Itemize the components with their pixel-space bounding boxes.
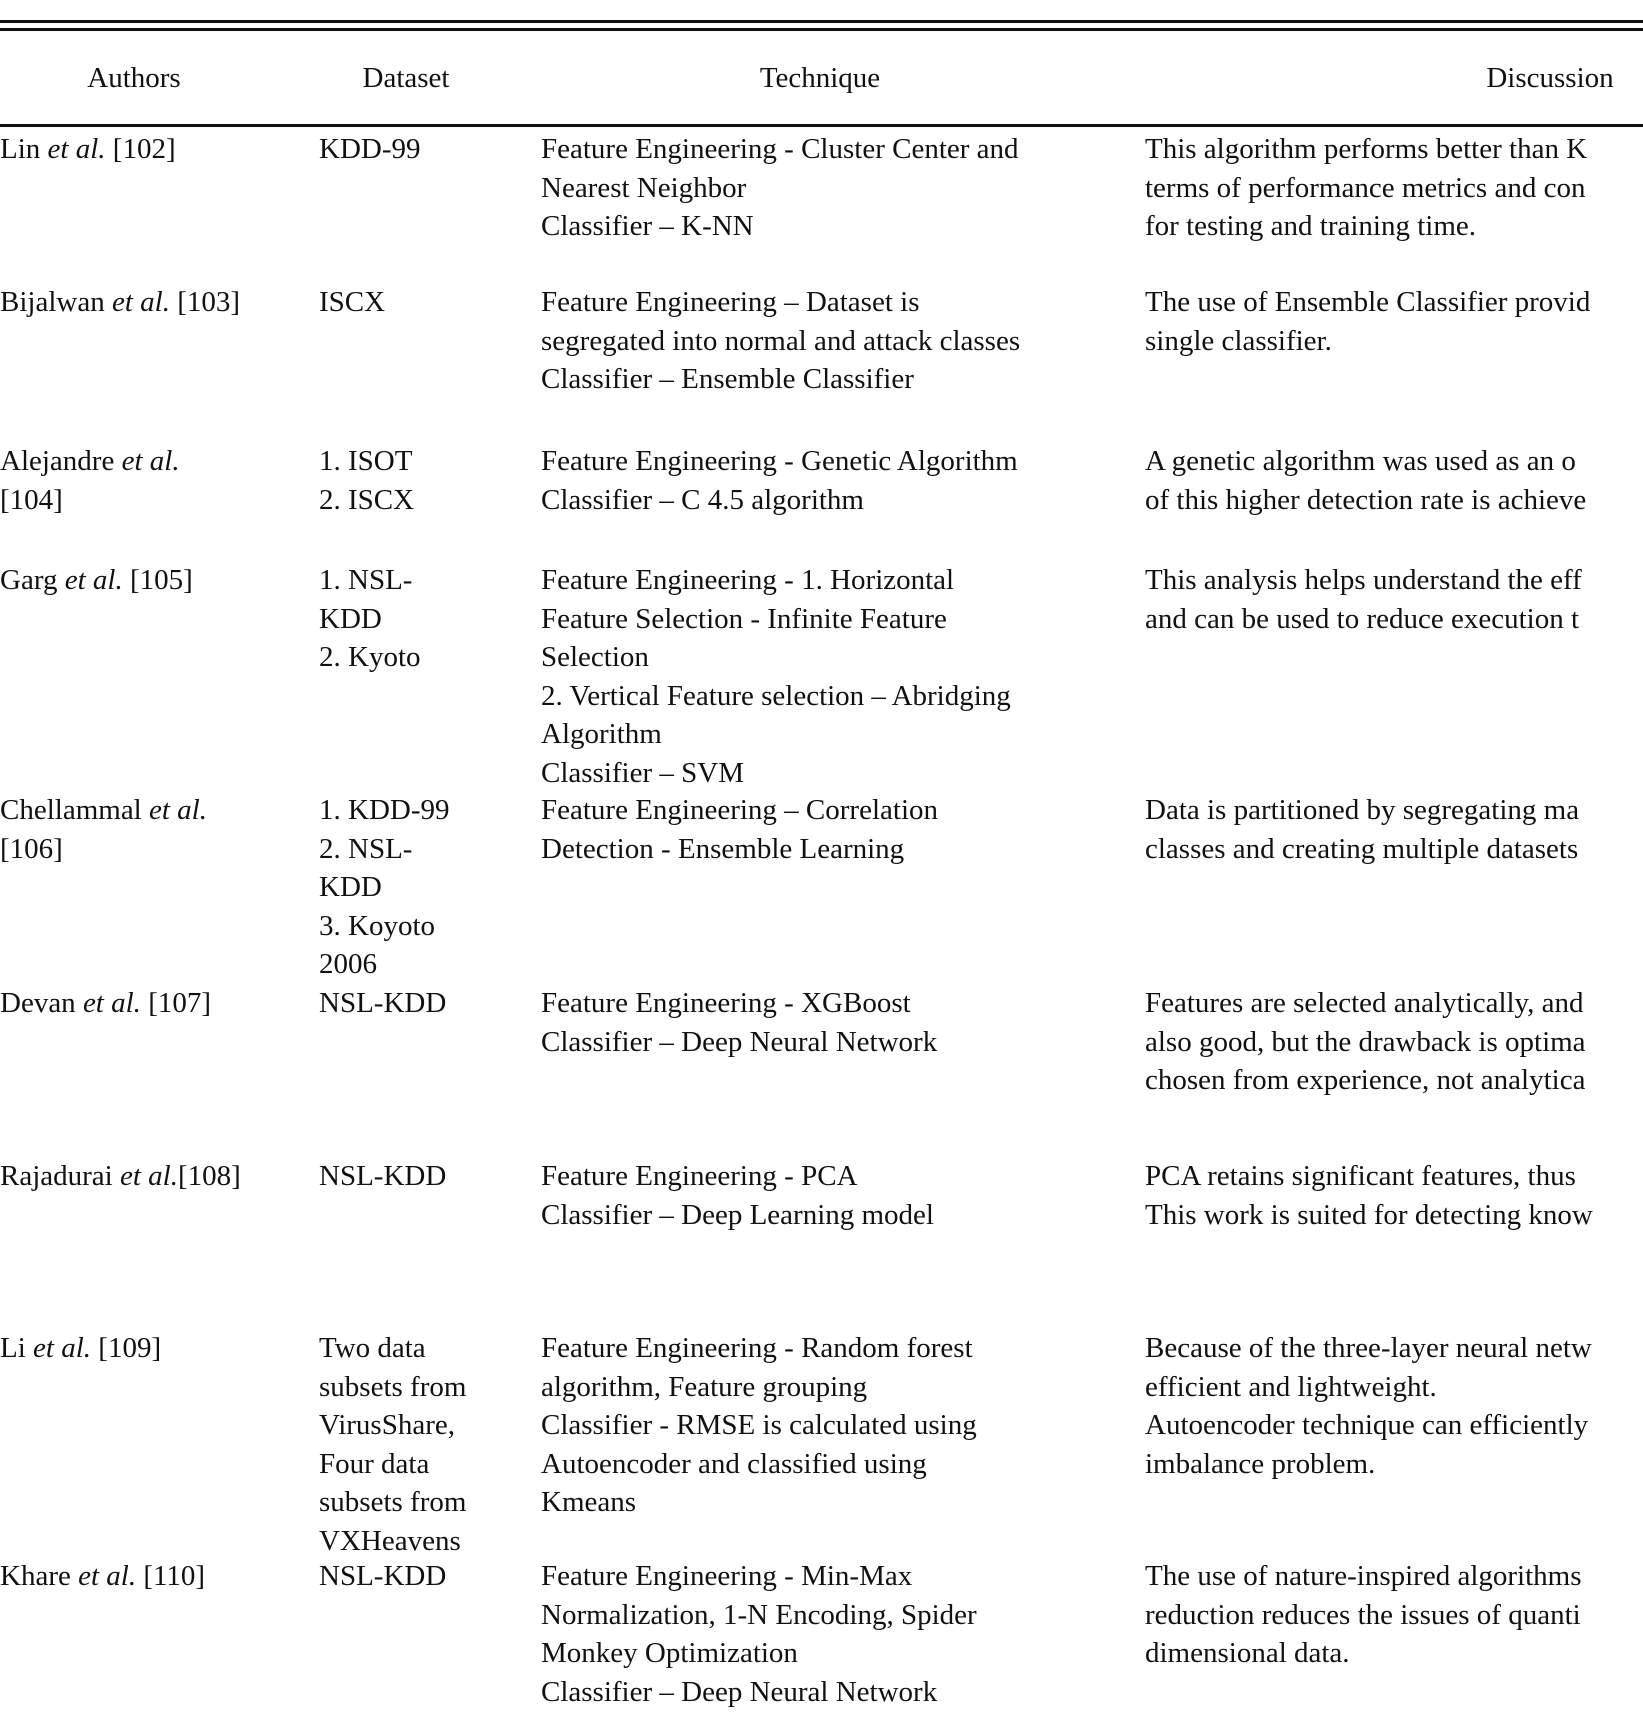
- dataset-line: 2. Kyoto: [319, 641, 421, 673]
- technique-line: Feature Engineering - Min-Max: [541, 1560, 913, 1592]
- dataset-line: KDD: [319, 871, 382, 903]
- dataset-line: Four data: [319, 1447, 430, 1480]
- dataset-cell: [319, 791, 539, 984]
- discussion-line: imbalance problem.: [1145, 1447, 1376, 1480]
- header-rule: [0, 124, 1643, 127]
- discussion-line: single classifier.: [1145, 324, 1332, 357]
- technique-cell: [541, 130, 1131, 246]
- author-ref: [108]: [177, 1160, 241, 1192]
- technique-line: Classifier – Deep Learning model: [541, 1198, 934, 1231]
- technique-line: Feature Engineering - 1. Horizontal: [541, 564, 955, 596]
- author-name: Rajadurai: [0, 1160, 120, 1192]
- authors-line: [0, 1157, 310, 1196]
- dataset-cell: [319, 1329, 539, 1560]
- discussion-cell: [1145, 130, 1643, 246]
- authors-cell: [0, 1329, 310, 1368]
- author-etal: et al.: [121, 445, 180, 477]
- author-name: Chellammal: [0, 794, 149, 826]
- dataset-line: Two data: [319, 1332, 426, 1364]
- discussion-line: Data is partitioned by segregating ma: [1145, 794, 1580, 826]
- discussion-cell: [1145, 791, 1643, 868]
- author-ref-wrapped: [104]: [0, 483, 63, 516]
- discussion-cell: [1145, 283, 1643, 360]
- discussion-cell: [1145, 984, 1643, 1100]
- author-ref: [107]: [140, 987, 212, 1019]
- discussion-cell: [1145, 1329, 1643, 1483]
- dataset-line: 1. NSL-: [319, 564, 413, 596]
- discussion-line: PCA retains significant features, thus: [1145, 1160, 1576, 1192]
- authors-line: [0, 561, 310, 600]
- discussion-cell: [1145, 561, 1643, 638]
- author-ref: [109]: [91, 1332, 162, 1364]
- authors-line: [0, 1557, 310, 1596]
- dataset-line: subsets from: [319, 1486, 467, 1518]
- authors-cell: [0, 791, 310, 868]
- dataset-line: KDD-99: [319, 133, 421, 165]
- authors-cell: [0, 561, 310, 600]
- dataset-cell: [319, 130, 539, 169]
- discussion-line: dimensional data.: [1145, 1637, 1350, 1669]
- discussion-cell: [1145, 442, 1643, 519]
- discussion-line: This analysis helps understand the eff: [1145, 564, 1582, 596]
- technique-line: Autoencoder and classified using: [541, 1447, 927, 1480]
- discussion-line: also good, but the drawback is optima: [1145, 1025, 1586, 1058]
- author-etal: et al.: [47, 133, 106, 165]
- dataset-line: NSL-KDD: [319, 1560, 447, 1592]
- technique-line: algorithm, Feature grouping: [541, 1370, 868, 1403]
- dataset-line: VXHeavens: [319, 1524, 461, 1557]
- technique-line: Feature Engineering - PCA: [541, 1160, 858, 1192]
- author-name: Khare: [0, 1560, 79, 1592]
- author-etal: et al.: [119, 1160, 178, 1192]
- technique-cell: [541, 984, 1131, 1061]
- discussion-line: of this higher detection rate is achieve: [1145, 483, 1587, 516]
- author-name: Li: [0, 1332, 34, 1364]
- technique-cell: [541, 442, 1131, 519]
- author-ref: [105]: [122, 564, 193, 596]
- technique-cell: [541, 561, 1131, 792]
- dataset-line: NSL-KDD: [319, 1160, 447, 1192]
- dataset-cell: [319, 1557, 539, 1596]
- technique-line: Feature Engineering - Cluster Center and: [541, 133, 1019, 165]
- authors-line: [0, 283, 310, 322]
- discussion-line: Features are selected analytically, and: [1145, 987, 1584, 1019]
- dataset-line: 1. KDD-99: [319, 794, 450, 826]
- technique-line: Classifier - RMSE is calculated using: [541, 1409, 977, 1441]
- technique-line: Feature Engineering - Genetic Algorithm: [541, 445, 1018, 477]
- discussion-line: Because of the three-layer neural netw: [1145, 1332, 1592, 1364]
- technique-line: Monkey Optimization: [541, 1637, 798, 1669]
- technique-line: segregated into normal and attack classes: [541, 324, 1021, 357]
- author-etal: et al.: [82, 987, 141, 1019]
- header-dataset: Dataset: [362, 62, 450, 94]
- technique-line: Classifier – Deep Neural Network: [541, 1675, 938, 1708]
- technique-line: Classifier – K-NN: [541, 210, 754, 242]
- discussion-line: terms of performance metrics and con: [1145, 171, 1586, 204]
- technique-line: Feature Engineering - Random forest: [541, 1332, 973, 1364]
- header-authors: Authors: [87, 62, 181, 94]
- authors-cell: [0, 1557, 310, 1596]
- dataset-line: ISCX: [319, 286, 386, 318]
- technique-cell: [541, 1157, 1131, 1234]
- header-technique: Technique: [759, 62, 881, 94]
- technique-cell: [541, 283, 1131, 399]
- authors-cell: [0, 130, 310, 169]
- dataset-cell: [319, 984, 539, 1023]
- authors-line: [0, 791, 310, 830]
- authors-cell: [0, 984, 310, 1023]
- discussion-line: This work is suited for detecting know: [1145, 1198, 1593, 1231]
- technique-cell: [541, 791, 1131, 868]
- dataset-line: 2006: [319, 948, 377, 980]
- discussion-line: chosen from experience, not analytica: [1145, 1064, 1586, 1096]
- authors-line: [0, 984, 310, 1023]
- discussion-line: classes and creating multiple datasets: [1145, 832, 1579, 865]
- technique-line: Feature Engineering - XGBoost: [541, 987, 911, 1019]
- dataset-cell: [319, 561, 539, 677]
- dataset-line: 3. Koyoto: [319, 909, 435, 942]
- technique-line: Selection: [541, 641, 649, 673]
- dataset-cell: [319, 283, 539, 322]
- author-name: Garg: [0, 564, 65, 596]
- technique-line: Normalization, 1-N Encoding, Spider: [541, 1598, 977, 1631]
- discussion-line: reduction reduces the issues of quanti: [1145, 1598, 1581, 1631]
- technique-line: Classifier – SVM: [541, 756, 744, 789]
- technique-line: Detection - Ensemble Learning: [541, 832, 905, 865]
- technique-line: Classifier – Deep Neural Network: [541, 1025, 938, 1058]
- authors-line: [0, 130, 310, 169]
- dataset-line: NSL-KDD: [319, 987, 447, 1019]
- technique-line: Kmeans: [541, 1486, 637, 1518]
- dataset-cell: [319, 1157, 539, 1196]
- author-name: Devan: [0, 987, 83, 1019]
- discussion-line: and can be used to reduce execution t: [1145, 602, 1580, 635]
- discussion-line: for testing and training time.: [1145, 210, 1477, 242]
- technique-line: Nearest Neighbor: [541, 171, 747, 204]
- author-name: Lin: [0, 133, 48, 165]
- author-ref-wrapped: [106]: [0, 832, 63, 865]
- author-etal: et al.: [78, 1560, 137, 1592]
- authors-cell: [0, 442, 310, 519]
- dataset-line: 1. ISOT: [319, 445, 413, 477]
- author-name: Bijalwan: [0, 286, 112, 318]
- dataset-line: VirusShare,: [319, 1409, 455, 1441]
- author-etal: et al.: [64, 564, 123, 596]
- dataset-line: 2. ISCX: [319, 483, 415, 516]
- discussion-cell: [1145, 1557, 1643, 1673]
- dataset-line: 2. NSL-: [319, 832, 413, 865]
- discussion-line: The use of Ensemble Classifier provid: [1145, 286, 1591, 318]
- author-ref: [110]: [136, 1560, 206, 1592]
- technique-line: Classifier – C 4.5 algorithm: [541, 483, 864, 516]
- authors-line: [0, 442, 310, 481]
- discussion-line: Autoencoder technique can efficiently: [1145, 1409, 1589, 1441]
- dataset-line: subsets from: [319, 1370, 467, 1403]
- top-rule: [0, 20, 1643, 23]
- discussion-line: efficient and lightweight.: [1145, 1370, 1437, 1403]
- discussion-line: This algorithm performs better than K: [1145, 133, 1588, 165]
- technique-cell: [541, 1329, 1131, 1522]
- authors-line: [0, 1329, 310, 1368]
- author-ref: [102]: [105, 133, 176, 165]
- technique-line: Feature Engineering – Correlation: [541, 794, 939, 826]
- technique-line: Algorithm: [541, 718, 662, 750]
- author-etal: et al.: [149, 794, 207, 826]
- header-discussion: Discussion: [1486, 62, 1614, 94]
- discussion-line: A genetic algorithm was used as an o: [1145, 445, 1576, 477]
- technique-line: Feature Selection - Infinite Feature: [541, 602, 947, 635]
- authors-cell: [0, 283, 310, 322]
- technique-line: Feature Engineering – Dataset is: [541, 286, 920, 318]
- technique-cell: [541, 1557, 1131, 1711]
- dataset-cell: [319, 442, 539, 519]
- top-rule-second: [0, 28, 1643, 31]
- author-ref: [103]: [169, 286, 241, 318]
- authors-cell: [0, 1157, 310, 1196]
- author-etal: et al.: [111, 286, 170, 318]
- discussion-line: The use of nature-inspired algorithms: [1145, 1560, 1582, 1592]
- technique-line: Classifier – Ensemble Classifier: [541, 363, 914, 395]
- author-etal: et al.: [33, 1332, 92, 1364]
- discussion-cell: [1145, 1157, 1643, 1234]
- author-name: Alejandre: [0, 445, 122, 477]
- dataset-line: KDD: [319, 602, 382, 635]
- technique-line: 2. Vertical Feature selection – Abridging: [541, 679, 1011, 712]
